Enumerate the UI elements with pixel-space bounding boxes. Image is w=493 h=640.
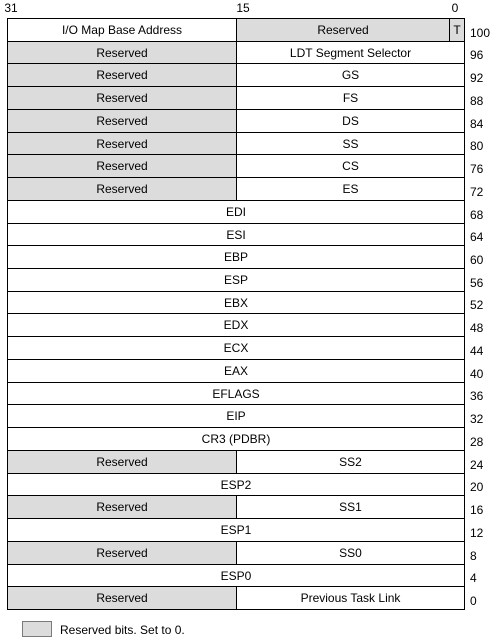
field-gs: GS: [237, 64, 465, 87]
field-reserved: Reserved: [8, 587, 237, 610]
field-ebx: EBX: [8, 292, 465, 314]
field-esp2: ESP2: [8, 474, 465, 496]
field-reserved: Reserved: [237, 19, 450, 42]
field-esp0: ESP0: [8, 565, 465, 587]
offset-label: 68: [470, 208, 484, 222]
field-reserved: Reserved: [8, 178, 237, 201]
offset-label: 16: [470, 503, 484, 517]
offset-label: 4: [470, 571, 477, 585]
offset-label: 24: [470, 458, 484, 472]
field-ds: DS: [237, 110, 465, 133]
field-ss: SS: [237, 133, 465, 155]
offset-label: 20: [470, 480, 484, 494]
offset-label: 84: [470, 117, 484, 131]
field-cr3-pdbr: CR3 (PDBR): [8, 428, 465, 451]
offset-label: 76: [470, 162, 484, 176]
bit-label-31: 31: [4, 1, 18, 15]
bit-label-0: 0: [451, 1, 459, 15]
legend-text: Reserved bits. Set to 0.: [60, 623, 185, 637]
offset-label: 8: [470, 549, 477, 563]
legend-reserved-swatch: [22, 621, 52, 637]
offset-label: 48: [470, 321, 484, 335]
offset-label: 36: [470, 389, 484, 403]
field-ldt-segment-selector: LDT Segment Selector: [237, 42, 465, 64]
field-reserved: Reserved: [8, 110, 237, 133]
offset-label: 32: [470, 412, 484, 426]
field-ss2: SS2: [237, 451, 465, 474]
field-reserved: Reserved: [8, 87, 237, 110]
field-fs: FS: [237, 87, 465, 110]
field-reserved: Reserved: [8, 64, 237, 87]
offset-label: 88: [470, 94, 484, 108]
offset-label: 60: [470, 253, 484, 267]
offset-label: 40: [470, 367, 484, 381]
field-reserved: Reserved: [8, 133, 237, 155]
field-ecx: ECX: [8, 337, 465, 360]
offset-label: 92: [470, 71, 484, 85]
offset-label: 44: [470, 344, 484, 358]
field-eax: EAX: [8, 360, 465, 383]
bit-label-15: 15: [236, 1, 250, 15]
field-eip: EIP: [8, 405, 465, 428]
field-ebp: EBP: [8, 246, 465, 269]
field-ss0: SS0: [237, 542, 465, 565]
offset-label: 96: [470, 48, 484, 62]
offset-label: 100: [470, 26, 491, 40]
field-edx: EDX: [8, 314, 465, 337]
field-reserved: Reserved: [8, 155, 237, 178]
offset-label: 0: [470, 594, 477, 608]
field-previous-task-link: Previous Task Link: [237, 587, 465, 610]
field-esp1: ESP1: [8, 519, 465, 542]
field-cs: CS: [237, 155, 465, 178]
offset-label: 56: [470, 276, 484, 290]
tss-layout-table: [7, 18, 465, 610]
field-es: ES: [237, 178, 465, 201]
offset-label: 12: [470, 526, 484, 540]
field-ss1: SS1: [237, 496, 465, 519]
field-esp: ESP: [8, 269, 465, 292]
field-reserved: Reserved: [8, 451, 237, 474]
field-reserved: Reserved: [8, 542, 237, 565]
offset-label: 64: [470, 230, 484, 244]
offset-label: 72: [470, 185, 484, 199]
field-reserved: Reserved: [8, 496, 237, 519]
field-i-o-map-base-address: I/O Map Base Address: [8, 19, 237, 42]
field-t: T: [450, 19, 465, 42]
offset-label: 52: [470, 298, 484, 312]
field-edi: EDI: [8, 201, 465, 224]
field-esi: ESI: [8, 224, 465, 246]
field-reserved: Reserved: [8, 42, 237, 64]
offset-label: 80: [470, 139, 484, 153]
field-eflags: EFLAGS: [8, 383, 465, 405]
offset-label: 28: [470, 435, 484, 449]
